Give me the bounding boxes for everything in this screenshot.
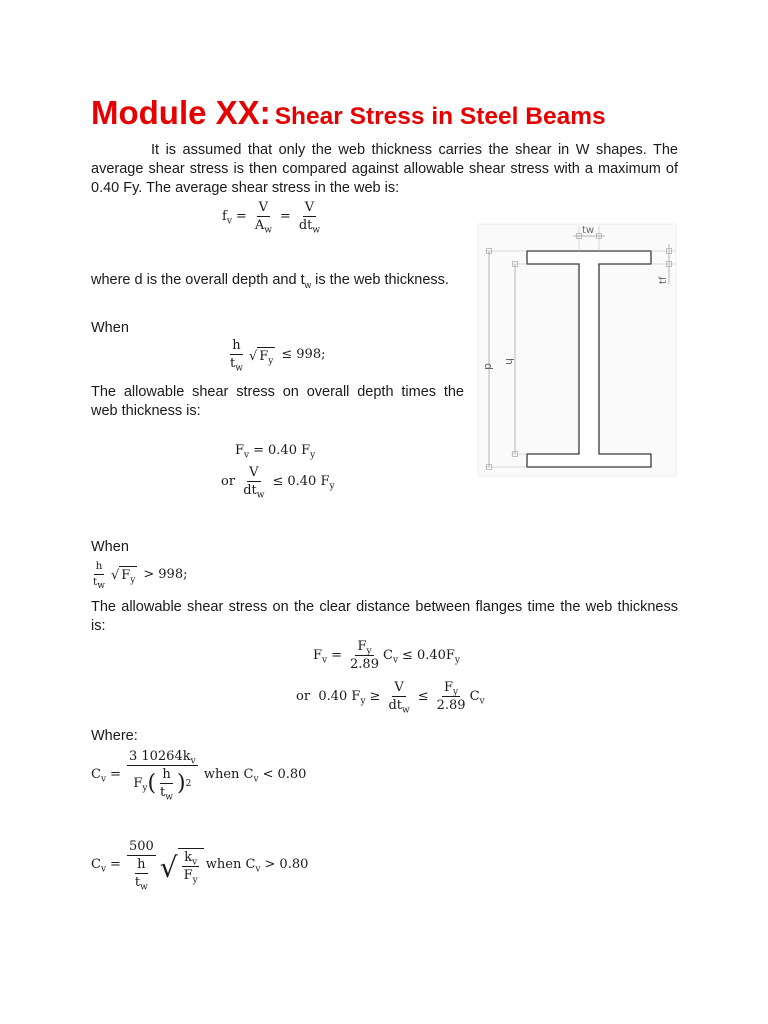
when-label-1: When — [91, 320, 129, 336]
page-title — [91, 94, 606, 132]
module-label: Module XX: — [91, 94, 271, 131]
label-h: h — [503, 358, 516, 365]
label-tf: tf — [658, 276, 669, 284]
eq-or-condition-2: or 0.40 $F_y$ ≥ $\frac{V}{dt_w}$ ≤ $\frac{F_y}{2.89}$ $C_v$ — [296, 680, 485, 716]
allowable-paragraph-2: The allowable shear stress on the clear distance between flanges time the web thickness is: — [91, 599, 678, 634]
allowable-paragraph-1: The allowable shear stress on overall depth times the web thickness is: — [91, 384, 464, 419]
label-d: d — [482, 363, 495, 370]
where-d-text: where d is the overall depth and $t_w$ is the web thickness. — [91, 272, 449, 290]
where-label: Where: — [91, 728, 138, 744]
eq-or-condition-1: or $\frac{V}{dt_w}$ ≤ 0.40 $F_y$ — [221, 465, 335, 501]
eq-average-shear: $f_v$ = $\frac{V}{A_w}$ = $\frac{V}{dt_w}$ — [222, 200, 321, 236]
eq-condition-1: $\frac{h}{t_w}$ √ $F_y$ ≤ 998; — [230, 338, 326, 374]
eq-fv-allowable-2: $F_v$ = $\frac{F_y}{2.89}$ $C_v$ ≤ 0.40 $F_y$ — [313, 639, 461, 672]
eq-cv-2: $C_v$ = $\frac{500}{\frac{h}{t_w}}$ √ $\frac{k_v}{F_y}$ when $C_v$ > 0.80 — [91, 839, 309, 893]
intro-paragraph: It is assumed that only the web thickness carries the shear in W shapes. The average shear stress is then compared against allowable shear stress with a maximum of 0.40 Fy. The average shear stress in the web is: — [91, 142, 678, 196]
module-subtitle: Shear Stress in Steel Beams — [274, 103, 606, 130]
label-tw: tw — [582, 225, 595, 236]
eq-condition-2: $\frac{h}{t_w}$ √ $F_y$ > 998; — [93, 560, 188, 591]
i-beam-diagram — [470, 218, 680, 480]
when-label-2: When — [91, 539, 129, 555]
eq-cv-1: $C_v$ = 3 $10264k_v$ $F_y$ ( $\frac{h}{t_w}$ ) 2 when $C_v$ < 0.80 — [91, 749, 307, 803]
eq-fv-allowable-1: $F_v$ = 0.40 $F_y$ — [235, 443, 316, 461]
